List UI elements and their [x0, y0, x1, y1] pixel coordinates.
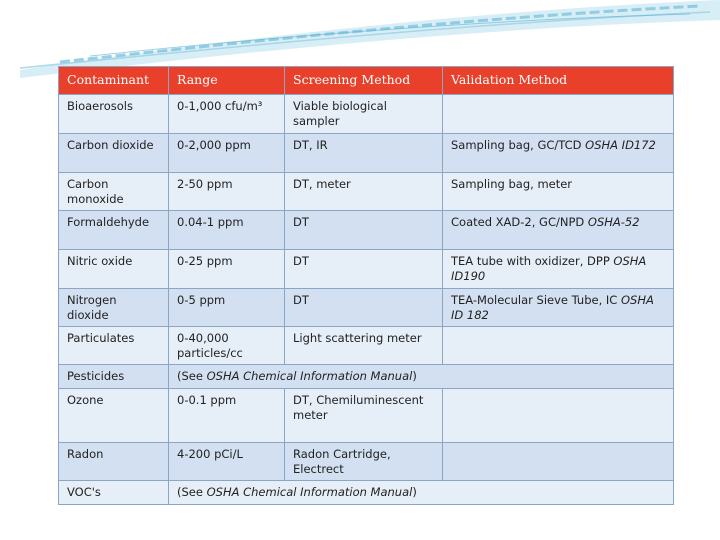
validation-reference: OSHA-52: [587, 215, 640, 229]
cell-screening: Light scattering meter: [285, 327, 443, 365]
cell-range: 4-200 pCi/L: [169, 443, 285, 481]
table-row: [59, 95, 674, 134]
table-row: [59, 173, 674, 211]
cell-range: 0-5 ppm: [169, 289, 285, 327]
contaminant-table: [58, 66, 674, 505]
cell-validation: [443, 250, 674, 289]
validation-text: TEA-Molecular Sieve Tube, IC: [451, 293, 621, 307]
cell-range: 0-1,000 cfu/m³: [169, 95, 285, 134]
cell-range: 0-0.1 ppm: [169, 389, 285, 443]
cell-contaminant: Nitrogen dioxide: [59, 289, 169, 327]
header-range: Range: [169, 67, 285, 95]
merged-prefix: (See: [177, 369, 207, 383]
cell-contaminant: Formaldehyde: [59, 211, 169, 250]
cell-contaminant: Carbon dioxide: [59, 134, 169, 173]
table-row: [59, 481, 674, 505]
cell-screening: DT: [285, 211, 443, 250]
cell-range: 0-2,000 ppm: [169, 134, 285, 173]
cell-merged-reference: [169, 365, 674, 389]
table-row: [59, 289, 674, 327]
cell-validation: [443, 134, 674, 173]
validation-text: TEA tube with oxidizer, DPP: [451, 254, 614, 268]
cell-contaminant: Bioaerosols: [59, 95, 169, 134]
cell-merged-reference: [169, 481, 674, 505]
cell-validation: Sampling bag, meter: [443, 173, 674, 211]
cell-contaminant: Nitric oxide: [59, 250, 169, 289]
merged-suffix: ): [412, 485, 417, 499]
cell-screening: DT: [285, 289, 443, 327]
merged-prefix: (See: [177, 485, 207, 499]
cell-screening: DT, Chemiluminescent meter: [285, 389, 443, 443]
cell-contaminant: Ozone: [59, 389, 169, 443]
cell-contaminant: VOC's: [59, 481, 169, 505]
table-header-row: [59, 67, 674, 95]
table-row: [59, 134, 674, 173]
cell-validation: [443, 389, 674, 443]
cell-contaminant: Particulates: [59, 327, 169, 365]
cell-validation: [443, 443, 674, 481]
cell-range: 2-50 ppm: [169, 173, 285, 211]
merged-suffix: ): [412, 369, 417, 383]
table-row: [59, 211, 674, 250]
cell-screening: DT: [285, 250, 443, 289]
table-row: [59, 365, 674, 389]
cell-contaminant: Carbon monoxide: [59, 173, 169, 211]
cell-validation: [443, 95, 674, 134]
validation-text: Sampling bag, GC/TCD: [451, 138, 586, 152]
table-row: [59, 443, 674, 481]
cell-validation: [443, 211, 674, 250]
cell-screening: DT, IR: [285, 134, 443, 173]
cell-range: 0.04-1 ppm: [169, 211, 285, 250]
cell-screening: Viable biological sampler: [285, 95, 443, 134]
cell-contaminant: Radon: [59, 443, 169, 481]
merged-reference: OSHA Chemical Information Manual: [206, 485, 413, 499]
cell-screening: DT, meter: [285, 173, 443, 211]
header-screening-method: Screening Method: [285, 67, 443, 95]
cell-screening: Radon Cartridge, Electrect: [285, 443, 443, 481]
cell-validation: [443, 327, 674, 365]
validation-text: Coated XAD-2, GC/NPD: [451, 215, 588, 229]
table-row: [59, 389, 674, 443]
table-row: [59, 327, 674, 365]
table-row: [59, 250, 674, 289]
cell-range: 0-25 ppm: [169, 250, 285, 289]
cell-validation: [443, 289, 674, 327]
header-validation-method: Validation Method: [443, 67, 674, 95]
merged-reference: OSHA Chemical Information Manual: [206, 369, 413, 383]
header-contaminant: Contaminant: [59, 67, 169, 95]
validation-reference: OSHA ID190: [451, 254, 647, 283]
cell-range: 0-40,000 particles/cc: [169, 327, 285, 365]
cell-contaminant: Pesticides: [59, 365, 169, 389]
validation-reference: OSHA ID 182: [451, 293, 654, 322]
validation-reference: OSHA ID172: [585, 138, 656, 152]
